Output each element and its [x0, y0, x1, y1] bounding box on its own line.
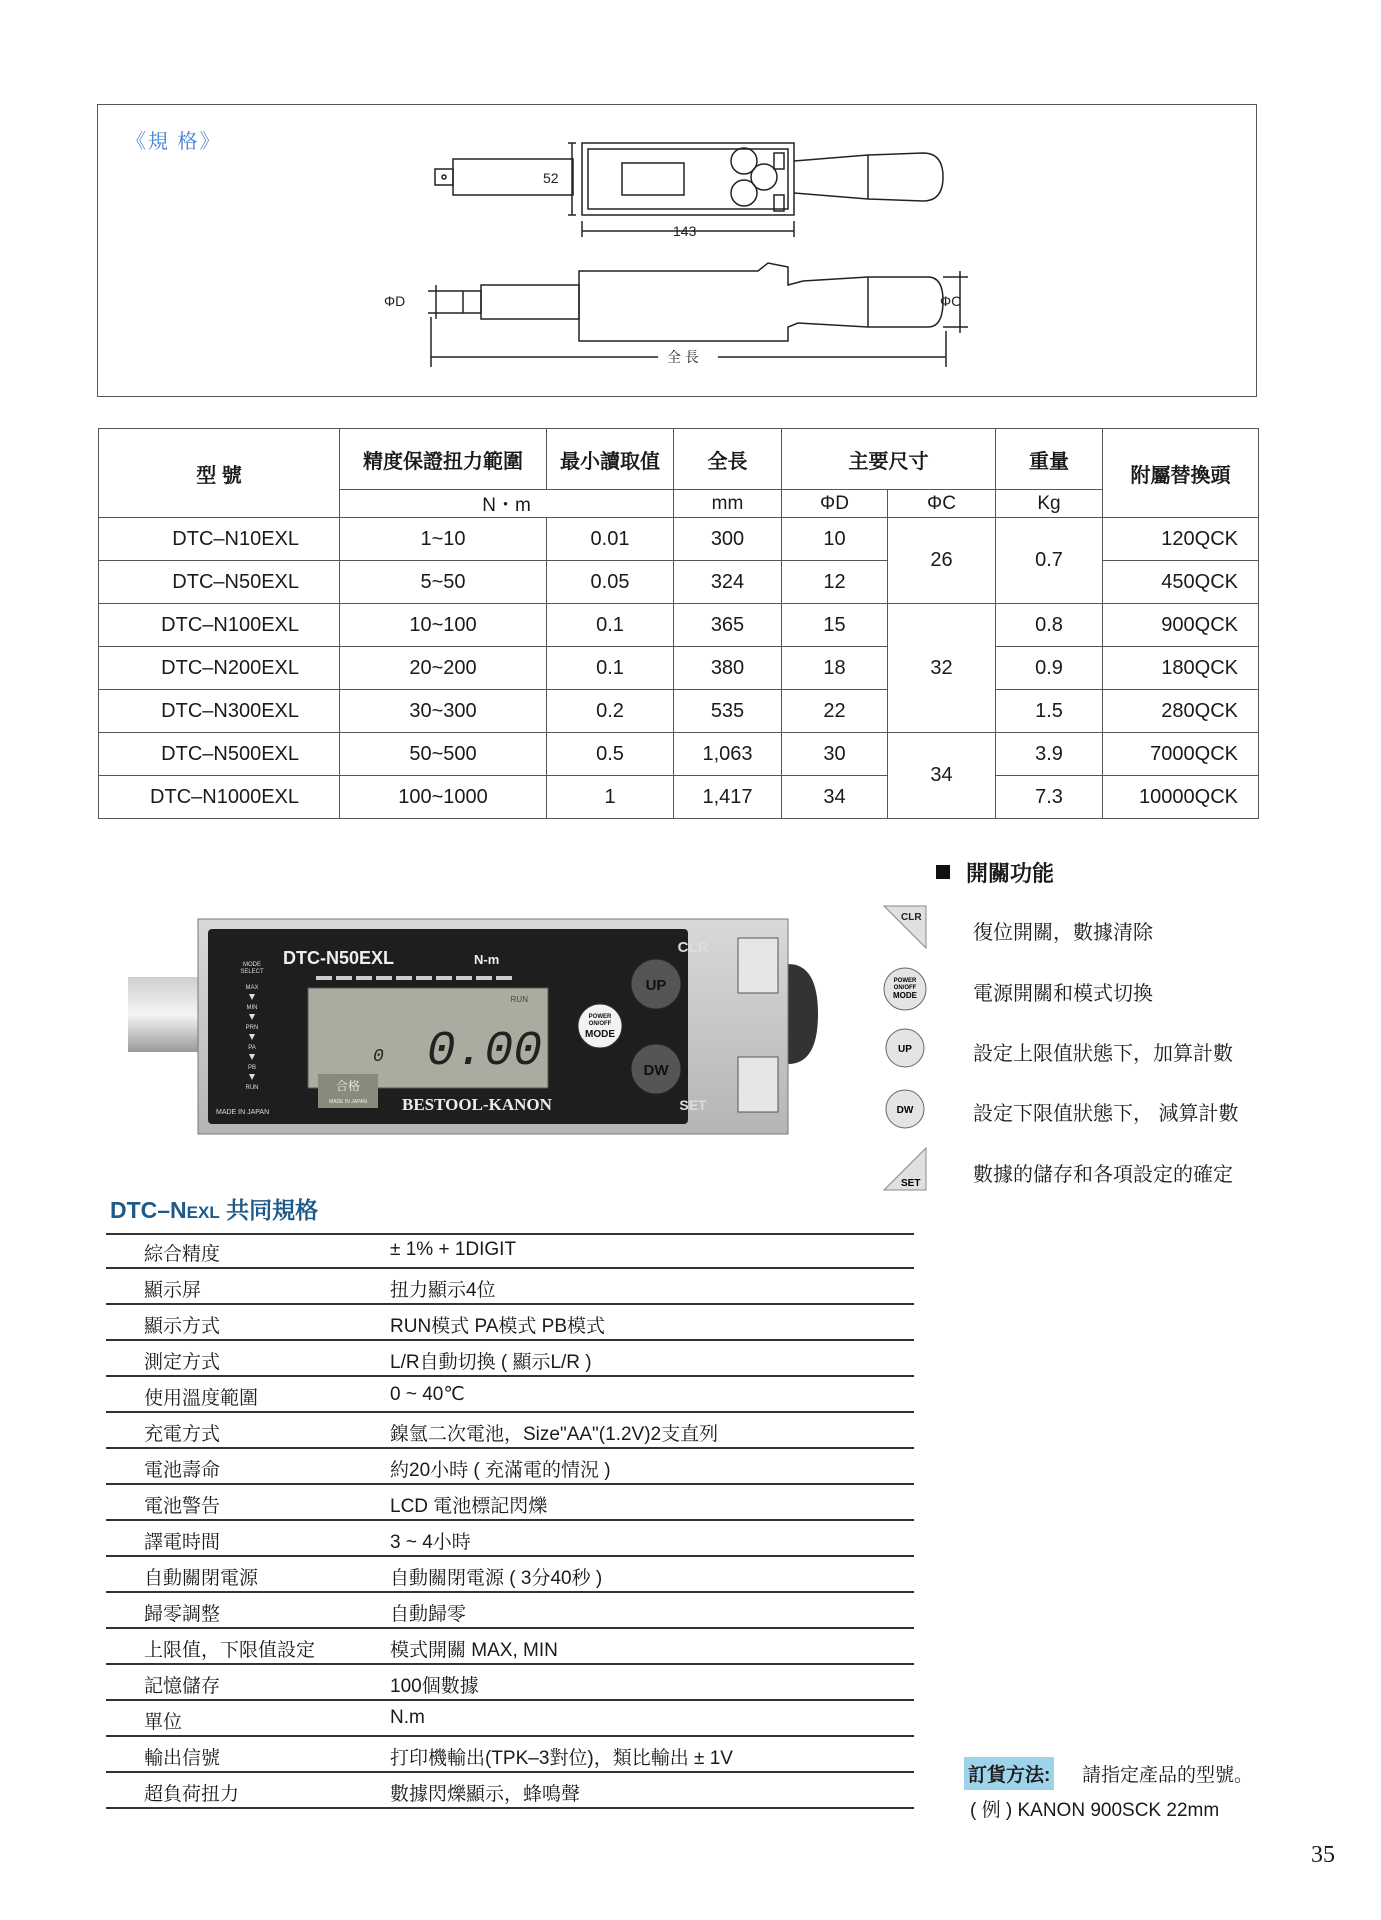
spec-row	[106, 1665, 914, 1701]
device-model-label: DTC-N50EXL	[283, 948, 395, 968]
page-number: 35	[1311, 1842, 1335, 1868]
lcd-reading: 0.00	[426, 1025, 542, 1079]
table-row	[99, 518, 1259, 561]
common-title-sc: EXL	[186, 1203, 220, 1222]
header-weight: 重量	[996, 429, 1103, 490]
min-cell: 0.05	[547, 561, 674, 604]
length-cell: 380	[674, 647, 782, 690]
head-cell: 7000QCK	[1103, 733, 1259, 776]
spec-value: 約20小時 ( 充滿電的情況 )	[390, 1460, 611, 1481]
spec-key: 上限值，下限值設定	[144, 1640, 316, 1661]
spec-value: 鎳氫二次電池，Size"AA"(1.2V)2支直列	[390, 1424, 719, 1445]
square-bullet-icon	[936, 865, 950, 879]
mode-run: RUN	[245, 1085, 259, 1091]
dim-52: 52	[543, 170, 559, 186]
device-power-label-2: ON/OFF	[588, 1021, 612, 1027]
spec-row	[106, 1233, 914, 1269]
head-cell: 120QCK	[1103, 518, 1259, 561]
lcd-run-label: RUN	[510, 995, 528, 1004]
unit-phiC: ΦC	[888, 490, 996, 518]
spec-key: 測定方式	[144, 1352, 221, 1373]
spec-key: 充電方式	[144, 1424, 221, 1445]
phiD-cell: 18	[782, 647, 888, 690]
weight-cell: 1.5	[996, 690, 1103, 733]
device-set-label: SET	[679, 1097, 707, 1113]
header-min-read: 最小讀取值	[547, 429, 674, 490]
phiD-cell: 30	[782, 733, 888, 776]
model-cell: DTC–N1000EXL	[99, 776, 340, 819]
min-cell: 0.5	[547, 733, 674, 776]
head-cell: 280QCK	[1103, 690, 1259, 733]
handle	[788, 964, 818, 1064]
switch-clr-text: 復位開關，數據清除	[973, 922, 1153, 944]
spec-value: 自動關閉電源 ( 3分40秒 )	[390, 1568, 603, 1589]
common-spec-title	[110, 1192, 318, 1225]
common-spec-table	[106, 1233, 914, 1809]
common-title-prefix: DTC–N	[110, 1197, 187, 1223]
head-cell: 10000QCK	[1103, 776, 1259, 819]
pass-sticker-text: 合格	[335, 1079, 361, 1093]
spec-key: 電池警告	[144, 1496, 221, 1517]
order-method-label: 訂貨方法:	[964, 1757, 1054, 1790]
spec-key: 輸出信號	[144, 1748, 221, 1769]
spec-value: L/R自動切換 ( 顯示L/R )	[390, 1352, 592, 1373]
spec-row	[106, 1593, 914, 1629]
mode-select-label-2: SELECT	[240, 969, 264, 975]
spec-key: 顯示方式	[144, 1316, 221, 1337]
lcd-small-zero: 0	[373, 1047, 384, 1067]
length-cell: 535	[674, 690, 782, 733]
spec-heading: 《規 格》	[126, 131, 222, 153]
spec-drawing	[98, 105, 1256, 396]
range-cell: 100~1000	[340, 776, 547, 819]
model-cell: DTC–N50EXL	[99, 561, 340, 604]
switch-functions-title	[936, 857, 1054, 888]
spec-row	[106, 1737, 914, 1773]
set-icon	[882, 1146, 928, 1192]
phiD-cell: 22	[782, 690, 888, 733]
header-length: 全長	[674, 429, 782, 490]
set-icon-label: SET	[901, 1178, 921, 1189]
device-mode-label: MODE	[585, 1029, 615, 1040]
spec-value: 打印機輸出(TPK–3對位)，類比輸出 ± 1V	[390, 1748, 733, 1769]
spec-value: 數據閃爍顯示，蜂鳴聲	[390, 1784, 581, 1805]
range-cell: 30~300	[340, 690, 547, 733]
spec-value: 扭力顯示4位	[390, 1280, 496, 1301]
unit-nm: N・m	[340, 490, 674, 518]
spec-key: 超負荷扭力	[144, 1784, 240, 1805]
min-cell: 0.01	[547, 518, 674, 561]
head-cell: 450QCK	[1103, 561, 1259, 604]
spec-value: 3 ~ 4小時	[390, 1532, 471, 1553]
head-cell: 900QCK	[1103, 604, 1259, 647]
spec-value: LCD 電池標記閃爍	[390, 1496, 548, 1517]
spec-row	[106, 1485, 914, 1521]
spec-row	[106, 1269, 914, 1305]
dim-length: 全 長	[667, 349, 699, 365]
mode-prn: PRN	[245, 1025, 259, 1031]
table-row	[99, 733, 1259, 776]
weight-cell: 0.7	[996, 518, 1103, 604]
range-cell: 50~500	[340, 733, 547, 776]
model-cell: DTC–N200EXL	[99, 647, 340, 690]
dim-phiC: ΦC	[940, 293, 962, 309]
phiD-cell: 10	[782, 518, 888, 561]
model-table	[98, 428, 1258, 816]
device-power-label-1: POWER	[588, 1014, 612, 1020]
spec-value: RUN模式 PA模式 PB模式	[390, 1316, 606, 1337]
made-in-japan-label: MADE IN JAPAN	[216, 1109, 270, 1116]
model-cell: DTC–N100EXL	[99, 604, 340, 647]
pass-sticker-small-text: MADE IN JAPAN	[329, 1099, 367, 1105]
spec-row	[106, 1629, 914, 1665]
spec-key: 單位	[144, 1712, 183, 1733]
spec-row	[106, 1305, 914, 1341]
brand-logo: BESTOOL-KANON	[402, 1095, 552, 1114]
phiC-cell: 34	[888, 733, 996, 819]
spec-row	[106, 1449, 914, 1485]
power-icon-label-3: MODE	[893, 991, 917, 1000]
table-row	[99, 690, 1259, 733]
min-cell: 0.1	[547, 647, 674, 690]
clr-side-button	[738, 938, 778, 993]
model-cell: DTC–N300EXL	[99, 690, 340, 733]
model-cell: DTC–N500EXL	[99, 733, 340, 776]
weight-cell: 7.3	[996, 776, 1103, 819]
device-dw-label: DW	[643, 1062, 669, 1079]
spec-drawing-box	[97, 104, 1257, 397]
spec-key: 譯電時間	[144, 1532, 221, 1553]
spec-value: 模式開關 MAX, MIN	[390, 1640, 558, 1661]
range-cell: 20~200	[340, 647, 547, 690]
length-cell: 1,063	[674, 733, 782, 776]
spec-key: 綜合精度	[144, 1244, 221, 1265]
table-row	[99, 647, 1259, 690]
header-main-dims: 主要尺寸	[782, 429, 996, 490]
device-photo	[128, 914, 848, 1144]
spec-key: 歸零調整	[144, 1604, 221, 1625]
set-side-button	[738, 1057, 778, 1112]
order-example: ( 例 ) KANON 900SCK 22mm	[970, 1800, 1220, 1821]
mode-pb: PB	[247, 1065, 257, 1071]
range-cell: 1~10	[340, 518, 547, 561]
switch-power-text: 電源開關和模式切換	[973, 983, 1153, 1005]
dw-icon	[882, 1086, 928, 1132]
spec-value: 100個數據	[390, 1676, 479, 1697]
range-cell: 5~50	[340, 561, 547, 604]
spec-key: 使用溫度範圍	[144, 1388, 259, 1409]
phiC-cell: 26	[888, 518, 996, 604]
clr-icon-label: CLR	[901, 912, 922, 923]
length-cell: 324	[674, 561, 782, 604]
phiD-cell: 15	[782, 604, 888, 647]
header-range: 精度保證扭力範圍	[340, 429, 547, 490]
spec-value: 0 ~ 40℃	[390, 1384, 465, 1405]
spec-value: 自動歸零	[390, 1604, 467, 1625]
spec-value: ± 1% + 1DIGIT	[390, 1239, 517, 1260]
header-model: 型 號	[99, 429, 340, 518]
length-cell: 300	[674, 518, 782, 561]
unit-phiD: ΦD	[782, 490, 888, 518]
model-cell: DTC–N10EXL	[99, 518, 340, 561]
unit-kg: Kg	[996, 490, 1103, 518]
header-head: 附屬替換頭	[1103, 429, 1259, 518]
spec-row	[106, 1557, 914, 1593]
spec-key: 顯示屏	[144, 1280, 202, 1301]
phiD-cell: 34	[782, 776, 888, 819]
mode-max: MAX	[245, 985, 259, 991]
weight-cell: 0.8	[996, 604, 1103, 647]
shaft	[128, 977, 203, 1052]
mode-pa: PA	[248, 1045, 256, 1051]
spec-value: N.m	[390, 1707, 425, 1728]
mode-select-label-1: MODE	[243, 962, 261, 968]
order-method-text: 請指定產品的型號。	[1082, 1765, 1254, 1786]
spec-row	[106, 1521, 914, 1557]
spec-key: 記憶儲存	[144, 1676, 221, 1697]
dim-143: 143	[673, 223, 697, 239]
switch-dw-text: 設定下限值狀態下， 減算計數	[973, 1103, 1239, 1125]
spec-key: 電池壽命	[144, 1460, 221, 1481]
clr-icon	[882, 904, 928, 950]
range-cell: 10~100	[340, 604, 547, 647]
up-icon-label: UP	[898, 1044, 912, 1055]
switch-up-text: 設定上限值狀態下，加算計數	[973, 1043, 1233, 1065]
up-icon	[882, 1025, 928, 1071]
spec-row	[106, 1773, 914, 1809]
device-unit-label: N-m	[474, 952, 500, 967]
unit-mm: mm	[674, 490, 782, 518]
power-mode-icon	[882, 966, 928, 1012]
device-clr-label: CLR	[677, 939, 709, 956]
spec-row	[106, 1701, 914, 1737]
power-icon-label-1: POWER	[893, 978, 917, 984]
switch-set-text: 數據的儲存和各項設定的確定	[973, 1164, 1233, 1186]
table-row	[99, 776, 1259, 819]
min-cell: 0.1	[547, 604, 674, 647]
weight-cell: 3.9	[996, 733, 1103, 776]
spec-row	[106, 1413, 914, 1449]
dim-phiD: ΦD	[384, 293, 406, 309]
spec-row	[106, 1341, 914, 1377]
power-icon-label-2: ON/OFF	[893, 985, 917, 991]
phiD-cell: 12	[782, 561, 888, 604]
dw-icon-label: DW	[896, 1105, 914, 1116]
device-up-label: UP	[645, 977, 667, 994]
head-cell: 180QCK	[1103, 647, 1259, 690]
table-row	[99, 604, 1259, 647]
switch-title-text: 開關功能	[966, 861, 1055, 886]
weight-cell: 0.9	[996, 647, 1103, 690]
spec-row	[106, 1377, 914, 1413]
min-cell: 1	[547, 776, 674, 819]
mode-min: MIN	[246, 1005, 258, 1011]
common-title-suffix: 共同規格	[219, 1197, 319, 1223]
spec-key: 自動關閉電源	[144, 1568, 259, 1589]
min-cell: 0.2	[547, 690, 674, 733]
length-cell: 1,417	[674, 776, 782, 819]
length-cell: 365	[674, 604, 782, 647]
phiC-cell: 32	[888, 604, 996, 733]
